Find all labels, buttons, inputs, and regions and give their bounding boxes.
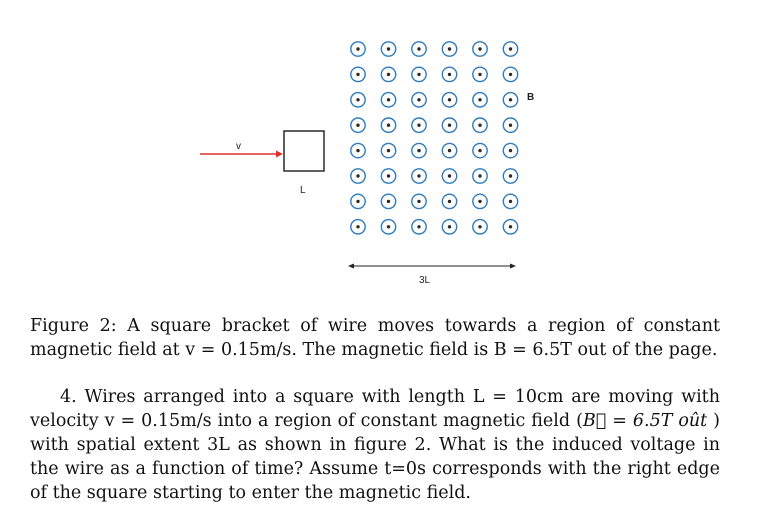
field-out-of-page-symbol [351, 42, 365, 56]
field-out-of-page-symbol [412, 67, 426, 81]
field-out-of-page-symbol [473, 169, 487, 183]
figure-caption [30, 314, 720, 362]
field-out-of-page-symbol [381, 93, 395, 107]
field-out-of-page-symbol [351, 93, 365, 107]
field-out-of-page-symbol [503, 143, 517, 157]
field-out-of-page-symbol [381, 194, 395, 208]
field-out-of-page-symbol [503, 194, 517, 208]
field-out-of-page-symbol [412, 169, 426, 183]
field-out-of-page-symbol [442, 220, 456, 234]
field-out-of-page-symbol [473, 220, 487, 234]
wire-square [284, 131, 324, 171]
field-out-of-page-symbol [442, 67, 456, 81]
field-out-of-page-symbol [442, 194, 456, 208]
velocity-label: v [236, 141, 241, 152]
problem-text-before: Wires arranged into a square with length L = 10cm are moving with velocity v = 0.15m/s into a region of constant magnetic field ( [30, 387, 720, 431]
field-out-of-page-symbol [442, 42, 456, 56]
field-out-of-page-symbol [351, 143, 365, 157]
field-out-of-page-symbol [503, 93, 517, 107]
field-out-of-page-symbol [412, 220, 426, 234]
field-out-of-page-symbol [412, 42, 426, 56]
velocity-arrowhead [276, 151, 283, 158]
field-out-of-page-symbol [351, 118, 365, 132]
field-out-of-page-symbol [412, 118, 426, 132]
problem-text-after: ) with spatial extent 3L as shown in figure 2. What is the induced voltage in the wire as a function of time? Assume t=0s corresponds with the right edge of the square starting to enter the magnetic field. [30, 411, 721, 503]
field-out-of-page-symbol [473, 42, 487, 56]
field-out-of-page-symbol [503, 42, 517, 56]
field-out-of-page-symbol [503, 118, 517, 132]
field-out-of-page-symbol [351, 67, 365, 81]
extent-label: 3L [419, 275, 431, 286]
extent-arrowhead-right [510, 264, 516, 269]
field-out-of-page-symbol [473, 143, 487, 157]
field-out-of-page-symbol [381, 143, 395, 157]
field-out-of-page-symbol [473, 118, 487, 132]
field-out-of-page-symbol [381, 42, 395, 56]
field-out-of-page-symbol [473, 194, 487, 208]
field-out-of-page-symbol [412, 143, 426, 157]
field-expression: B⃗ = 6.5T oût [582, 411, 708, 431]
field-out-of-page-symbol [381, 67, 395, 81]
field-out-of-page-symbol [351, 220, 365, 234]
field-out-of-page-symbol [381, 118, 395, 132]
caption-text: A square bracket of wire moves towards a region of constant magnetic field at v = 0.15m/s. The magnetic field is B = 6.5T out of the page. [30, 316, 720, 360]
field-out-of-page-symbol [442, 93, 456, 107]
field-out-of-page-symbol [412, 93, 426, 107]
field-out-of-page-symbol [473, 67, 487, 81]
side-length-label: L [300, 185, 306, 196]
field-out-of-page-symbol [442, 143, 456, 157]
field-out-of-page-symbol [412, 194, 426, 208]
field-out-of-page-symbol [351, 194, 365, 208]
field-out-of-page-symbol [503, 67, 517, 81]
magnetic-field-region [351, 42, 518, 234]
field-out-of-page-symbol [503, 220, 517, 234]
field-out-of-page-symbol [351, 169, 365, 183]
field-out-of-page-symbol [381, 169, 395, 183]
field-out-of-page-symbol [473, 93, 487, 107]
field-label: B [527, 92, 535, 103]
field-out-of-page-symbol [503, 169, 517, 183]
problem-statement [30, 385, 720, 505]
field-out-of-page-symbol [442, 118, 456, 132]
problem-number: 4. [60, 387, 77, 407]
caption-label: Figure 2: [30, 316, 117, 336]
field-out-of-page-symbol [442, 169, 456, 183]
field-out-of-page-symbol [381, 220, 395, 234]
extent-arrowhead-left [348, 264, 354, 269]
